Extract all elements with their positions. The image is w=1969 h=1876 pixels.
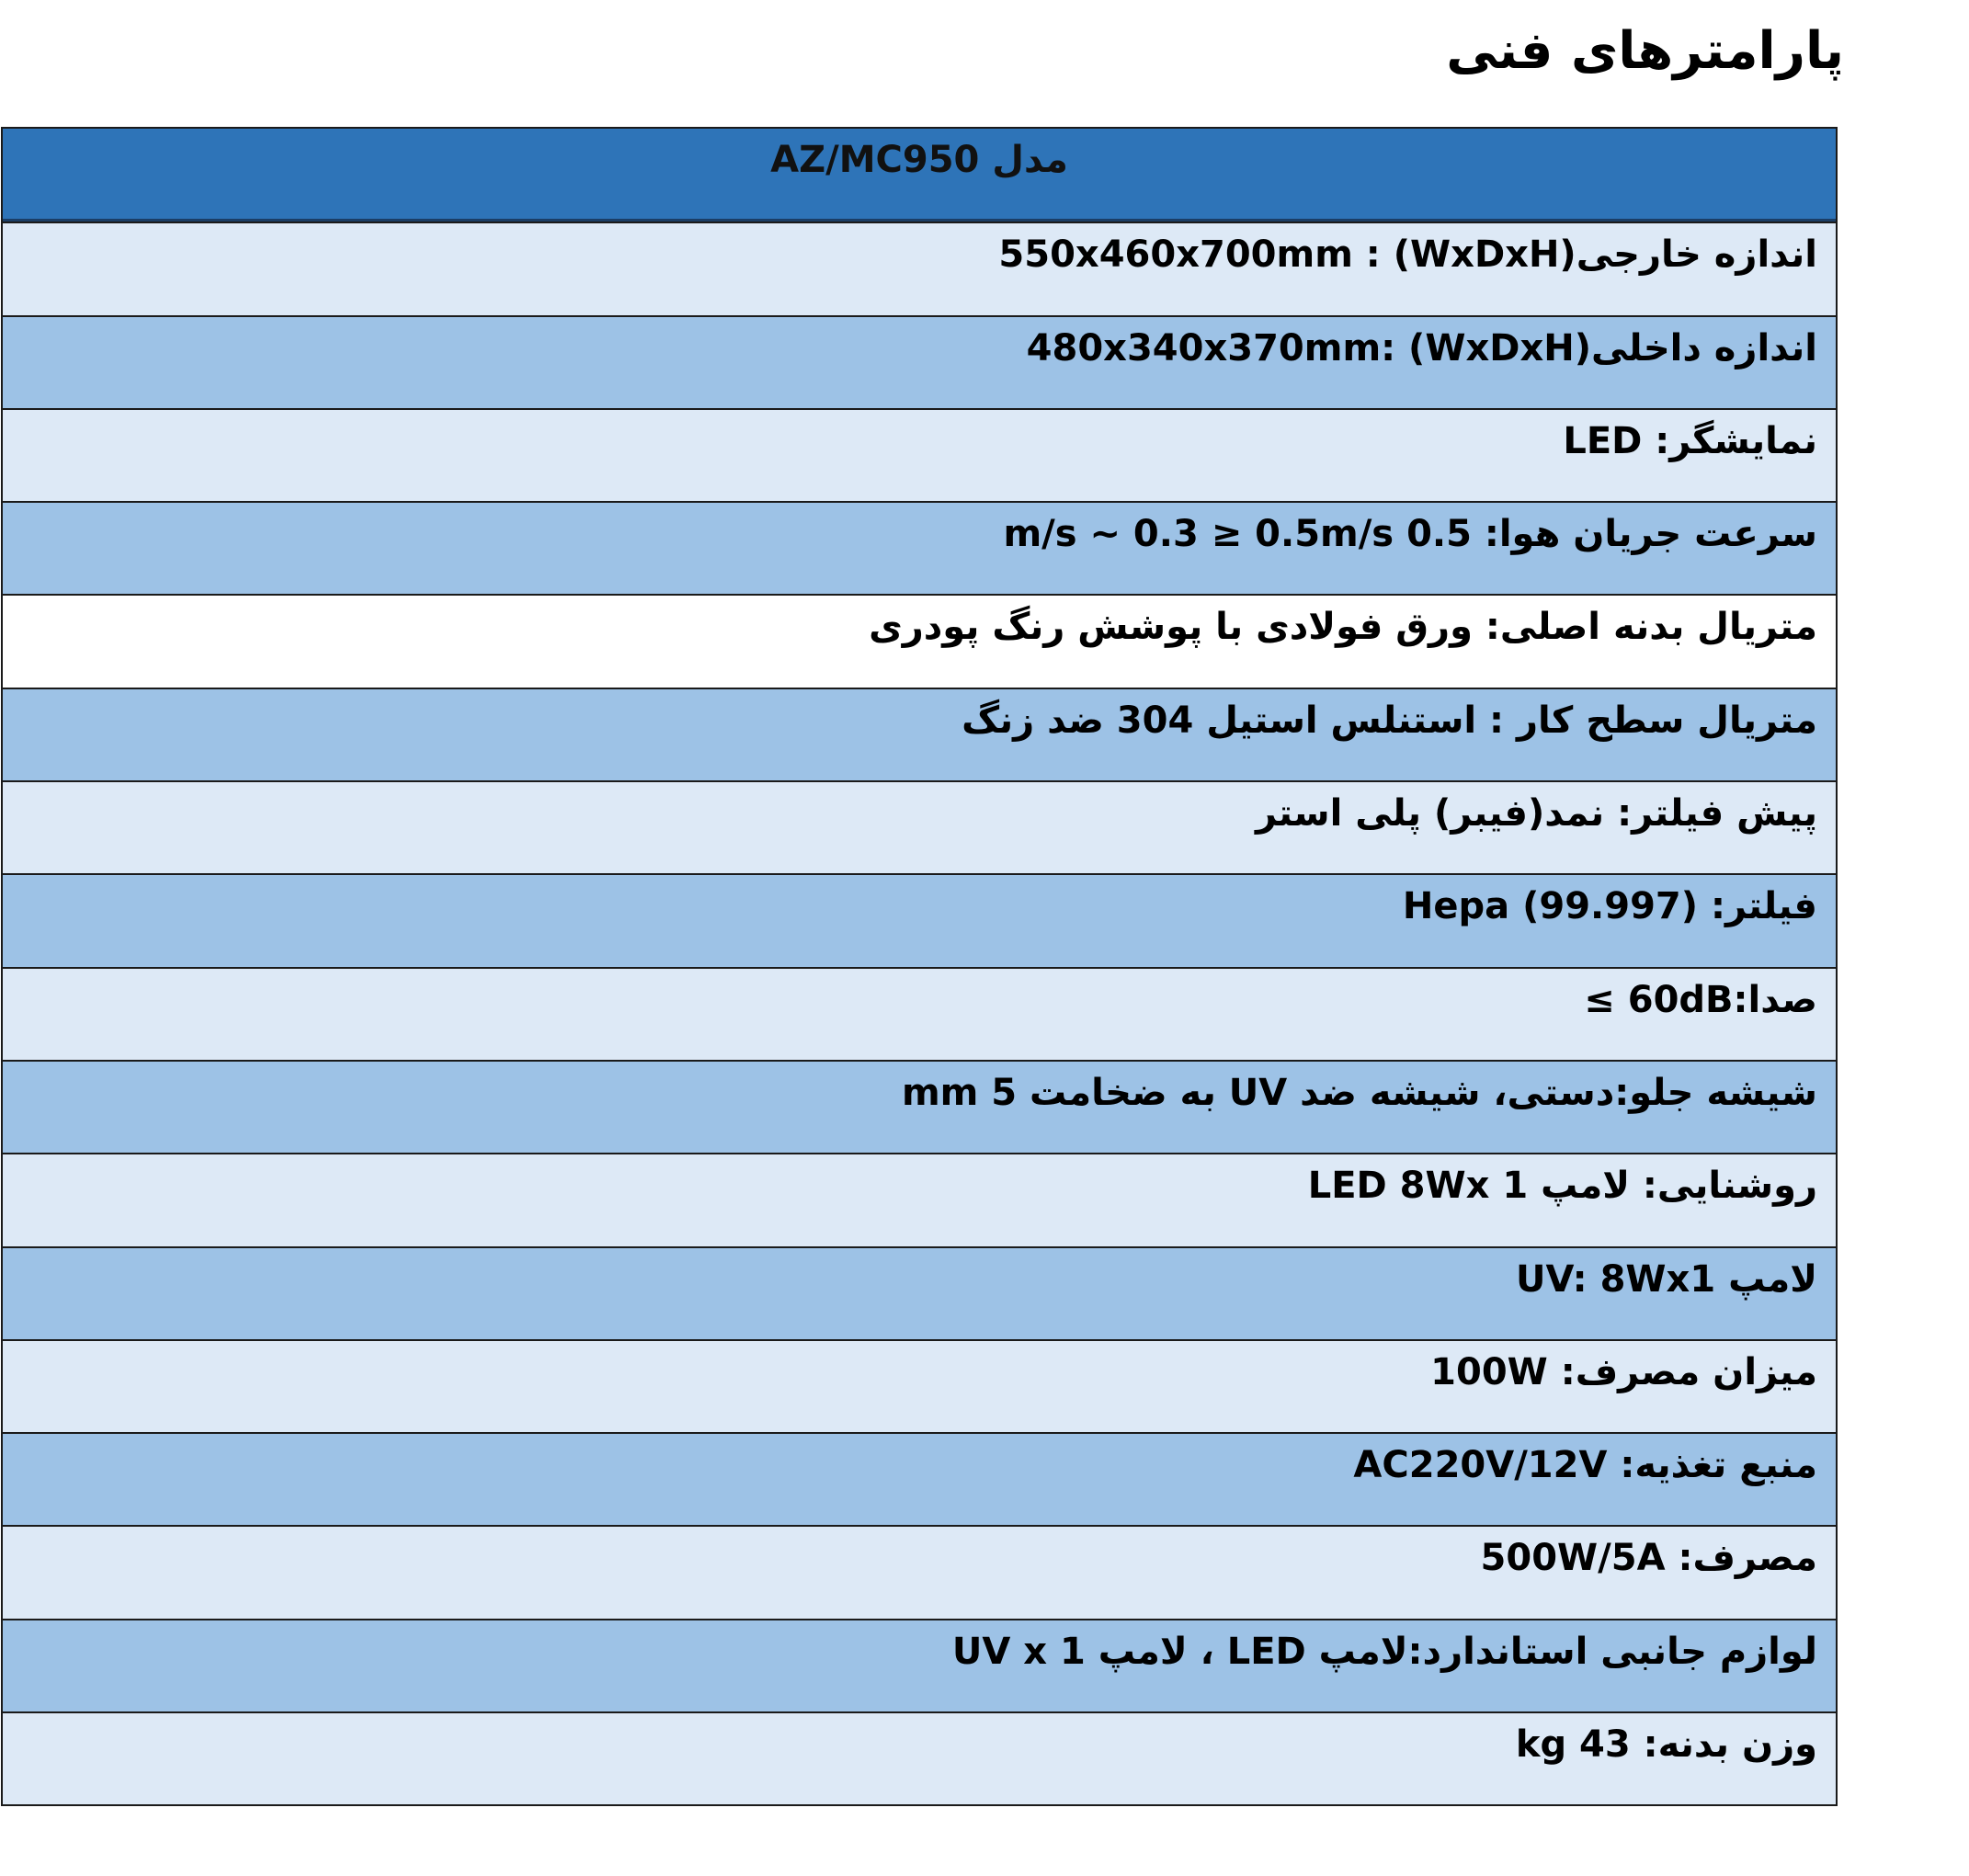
spec-row-accessories [3,1619,1836,1711]
spec-row-external-size [3,222,1836,314]
spec-display: نمایشگر: LED [1563,419,1817,462]
spec-row-uv-lamp [3,1246,1836,1339]
spec-power-usage: مصرف: 500W/5A [1480,1537,1817,1580]
spec-work-surface: متریال سطح کار : استنلس استیل 304 ضد زنگ [962,699,1817,742]
spec-row-body-material [3,594,1836,687]
spec-consumption: میزان مصرف: 100W [1430,1350,1817,1393]
spec-weight: وزن بدنه: 43 kg [1515,1723,1817,1767]
spec-row-front-glass [3,1060,1836,1153]
spec-airflow: سرعت جریان هوا: 0.5 m/s ~ 0.3 ≥ 0.5m/s [1003,513,1817,556]
spec-filter: فیلتر: (99.997) Hepa [1402,885,1817,928]
spec-row-filter [3,873,1836,966]
spec-row-weight [3,1711,1836,1804]
model-header: مدل AZ/MC950 [770,139,1068,181]
spec-row-noise [3,967,1836,1060]
spec-power-supply: منبع تغذیه: AC220V/12V [1353,1444,1817,1487]
spec-row-work-surface [3,688,1836,780]
spec-row-pre-filter [3,780,1836,873]
spec-table [1,127,1838,1806]
spec-uv-lamp: لامپ UV: 8Wx1 [1516,1257,1817,1301]
spec-noise: صدا:60dB ≥ [1584,978,1817,1021]
spec-lighting: روشنایی: لامپ LED 8Wx 1 [1307,1165,1817,1208]
spec-accessories: لوازم جانبی استاندارد:لامپ LED ، لامپ UV x 1 [951,1630,1817,1673]
spec-row-airflow [3,501,1836,594]
spec-pre-filter: پیش فیلتر: نمد(فیبر) پلی استر [1256,792,1817,836]
spec-body-material: متریال بدنه اصلی: ورق فولادی با پوشش رنگ پودری [869,606,1817,649]
spec-row-display [3,408,1836,501]
table-header-row [3,129,1836,222]
spec-row-consumption [3,1339,1836,1432]
spec-row-power-supply [3,1432,1836,1525]
spec-internal-size: اندازه داخلی(WxDxH) :480x340x370mm [1026,326,1817,370]
spec-row-power-usage [3,1525,1836,1618]
page-title: پارامترهای فنی [1446,21,1844,81]
spec-row-internal-size [3,315,1836,408]
spec-row-lighting [3,1153,1836,1245]
spec-front-glass: شیشه جلو:دستی، شیشه ضد UV به ضخامت 5 mm [901,1071,1817,1114]
spec-external-size: اندازه خارجی(WxDxH) : 550x460x700mm [998,233,1817,277]
